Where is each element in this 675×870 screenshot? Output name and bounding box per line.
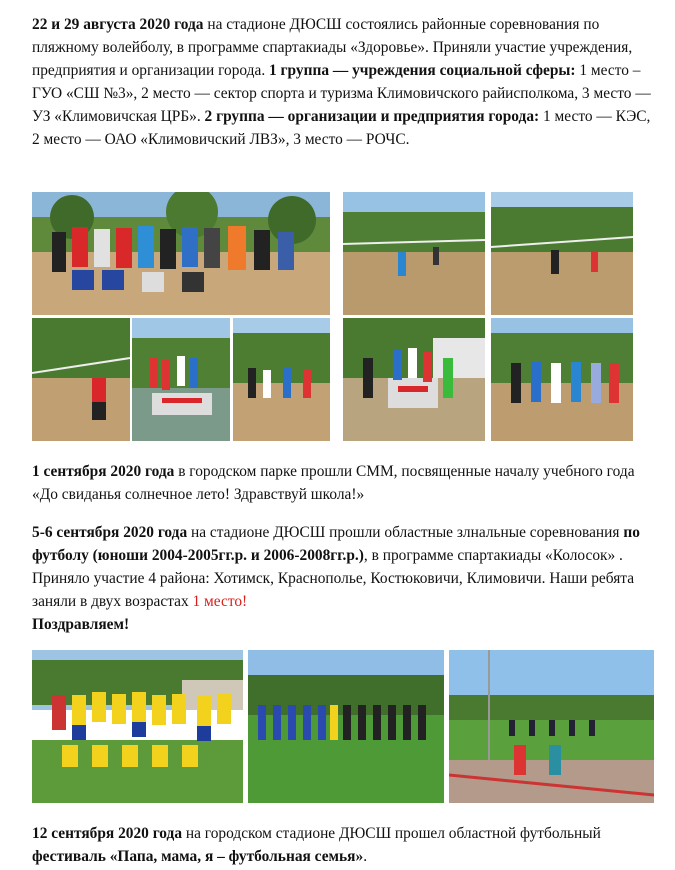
date-sep5: 5-6 сентября 2020 года (32, 524, 188, 541)
text: на стадионе ДЮСШ состоялись районные соревнования по пляжному волейболу, в программе спартакиады «Здоровье». Приняли участие учреждения, предприятия и организации города. (32, 16, 633, 79)
text: , в программе спартакиады «Колосок» . Приняло участие 4 района: Хотимск, Краснополье, Костюковичи, Климовичи. Наши ребята заняли в двух возрастах (32, 547, 635, 610)
photo-volleyball-group (491, 318, 633, 441)
first-place-highlight: 1 место! (192, 593, 248, 610)
football-category: по футболу (юноши 2004-2005гг.р. и 2006-2008гг.р.) (32, 524, 640, 564)
photo-volleyball-game-2 (491, 192, 633, 315)
paragraph-volleyball (32, 13, 652, 151)
text: на стадионе ДЮСШ прошли областные злнальные соревнования (187, 524, 624, 541)
photo-volleyball-game-1 (343, 192, 485, 315)
text: 1 место – ГУО «СШ №3», 2 место — сектор спорта и туризма Климовичского райисполкома, 3 место —УЗ «Климовичская ЦРБ». (32, 62, 651, 125)
photo-volleyball-podium-1 (132, 318, 230, 441)
date-sep1: 1 сентября 2020 года (32, 463, 175, 480)
paragraph-festival (32, 822, 652, 868)
text: . (363, 848, 368, 865)
group2-heading: 2 группа — организации и предприятия города: (204, 108, 540, 125)
paragraph-park (32, 460, 652, 506)
photo-football-line-up (248, 650, 444, 803)
congrats: Поздравляем! (32, 616, 130, 633)
paragraph-football (32, 521, 652, 636)
festival-title: фестиваль «Папа, мама, я – футбольная семья» (32, 848, 364, 865)
text: 1 место — КЭС, 2 место — ОАО «Климовичский ЛВЗ», 3 место — РОЧС. (32, 108, 651, 148)
photo-volleyball-play (32, 318, 130, 441)
date-sep12: 12 сентября 2020 года (32, 825, 183, 842)
photo-football-team (32, 650, 243, 803)
date-aug: 22 и 29 августа 2020 года (32, 16, 204, 33)
group1-heading: 1 группа — учреждения социальной сферы: (269, 62, 576, 79)
text: в городском парке прошли СММ, посвященные началу учебного года «До свиданья солнечное лето! Здравствуй школа!» (32, 463, 635, 503)
photo-volleyball-team (32, 192, 330, 315)
photo-volleyball-teams (233, 318, 330, 441)
photo-football-festival (449, 650, 654, 803)
text: на городском стадионе ДЮСШ прошел областной футбольный (182, 825, 601, 842)
photo-volleyball-award (343, 318, 485, 441)
